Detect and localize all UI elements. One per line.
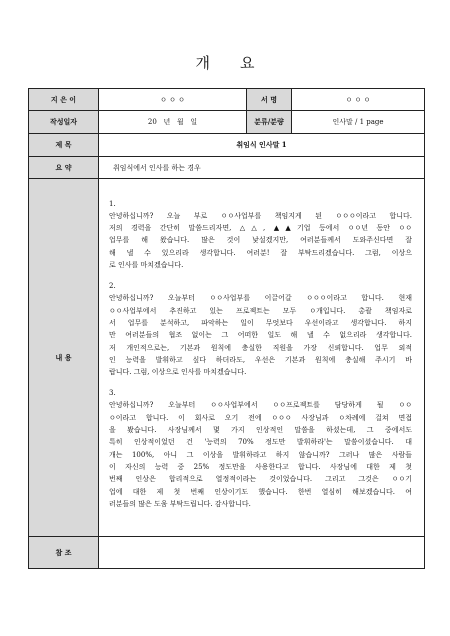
text-line: 랍니다. 그럼, 이상으로 인사를 마치겠습니다. <box>109 368 247 377</box>
overview-form-table <box>28 88 425 569</box>
text-line: 을 봤습니다. 사장님께서 몇 가지 인상적인 말씀을 하셨는데, 그 중에서도 <box>109 426 412 435</box>
text-line: 번째 인상은 합리적으로 열정적이라는 것이었습니다. 그리고 그것은 ㅇㅇ기 <box>109 475 412 484</box>
row-subject <box>29 134 425 157</box>
text-line: 안녕하십니까? 오늘 부로 ㅇㅇ사업부를 책임지게 된 ㅇㅇㅇ이라고 합니다. <box>109 211 412 220</box>
text-line: 안녕하십니까? 오늘부터 ㅇㅇ사업부를 이끌어갈 ㅇㅇㅇ이라고 합니다. 현재 <box>109 294 412 303</box>
label-content: 내 용 <box>29 179 99 537</box>
label-author: 지 은 이 <box>29 89 99 111</box>
text-line: 특히 인상적이었던 건 '능력의 70% 정도만 발휘하라'는 말씀이셨습니다. 대 <box>109 438 412 447</box>
text-line: 만 여러분들의 협조 없이는 그 어떠한 일도 해 낼 수 없으리라 생각합니다. <box>109 331 412 340</box>
text-line: ㅇ이라고 합니다. 이 회사로 오기 전에 ㅇㅇㅇ 사장님과 ㅇ차례에 걸쳐 면접 <box>109 413 412 422</box>
label-category: 분류/분량 <box>247 111 292 134</box>
paragraph-1 <box>109 198 412 271</box>
paragraph-3 <box>109 387 412 510</box>
title-char-2: 요 <box>240 54 255 72</box>
text-line: 저의 경력을 간단히 말씀드리자면, △△, ▲▲기업 등에서 ㅇㅇ년 동안 ㅇㅇ <box>109 224 412 233</box>
row-author <box>29 89 425 111</box>
title-char-1: 개 <box>195 54 210 72</box>
label-signature: 서 명 <box>247 89 292 111</box>
value-signature: ㅇ ㅇ ㅇ <box>292 89 425 111</box>
paragraph-number: 2. <box>109 282 116 291</box>
text-line: 개는 100%, 아니 그 이상을 발휘하라고 하지 않습니까? 그러나 많은 사람들 <box>109 450 412 459</box>
content-body <box>99 179 425 537</box>
text-line: 인 능력을 발휘하고 싶다 하더라도, 우선은 기본과 원칙에 충실해 주시기 바 <box>109 355 412 364</box>
label-subject: 제 목 <box>29 134 99 157</box>
value-summary: 취임식에서 인사를 하는 경우 <box>99 157 425 179</box>
text-line: 안녕하십니까? 오늘부터 ㅇㅇ사업부에서 ㅇㅇ프로젝트를 담당하게 될 ㅇㅇ <box>109 401 412 410</box>
text-line: 업무를 해 왔습니다. 많은 것이 낯설겠지만, 여러분들께서 도와주신다면 잘 <box>109 236 412 245</box>
paragraph-number: 1. <box>109 199 116 208</box>
text-line: 이 자신의 능력 중 25% 정도만을 사용한다고 합니다. 사장님에 대한 제 첫 <box>109 462 412 471</box>
label-reference: 참 조 <box>29 537 99 569</box>
value-subject: 취임식 인사말 1 <box>99 134 425 157</box>
row-reference <box>29 537 425 569</box>
label-date: 작성일자 <box>29 111 99 134</box>
value-reference <box>99 537 425 569</box>
row-content <box>29 179 425 537</box>
paragraph-2 <box>109 280 412 378</box>
document-title <box>0 52 450 73</box>
row-date <box>29 111 425 134</box>
text-line: 로 인사를 마치겠습니다. <box>109 261 184 270</box>
text-line: 저 개인적으로는, 기본과 원칙에 충실한 직원을 가장 신뢰합니다. 업무 외적 <box>109 343 412 352</box>
value-date: 20 년 월 일 <box>99 111 247 134</box>
text-line: 서 업무를 분석하고, 파악하는 일이 무엇보다 우선이라고 생각합니다. 하지 <box>109 318 412 327</box>
value-author: ㅇ ㅇ ㅇ <box>99 89 247 111</box>
label-summary: 요 약 <box>29 157 99 179</box>
text-line: 러분들의 많은 도움 부탁드립니다. 감사합니다. <box>109 499 251 508</box>
paragraph-number: 3. <box>109 389 116 398</box>
row-summary <box>29 157 425 179</box>
text-line: 업에 대한 제 첫 번째 인상이기도 했습니다. 한번 열심히 해보겠습니다. 여 <box>109 487 412 496</box>
text-line: 해 낼 수 있으리라 생각합니다. 여러분! 잘 부탁드리겠습니다. 그럼, 이상으 <box>109 248 412 257</box>
value-category: 인사말 / 1 page <box>292 111 425 134</box>
text-line: ㅇㅇ사업부에서 추진하고 있는 프로젝트는 모두 ㅇ개입니다. 총괄 책임자로 <box>109 306 412 315</box>
